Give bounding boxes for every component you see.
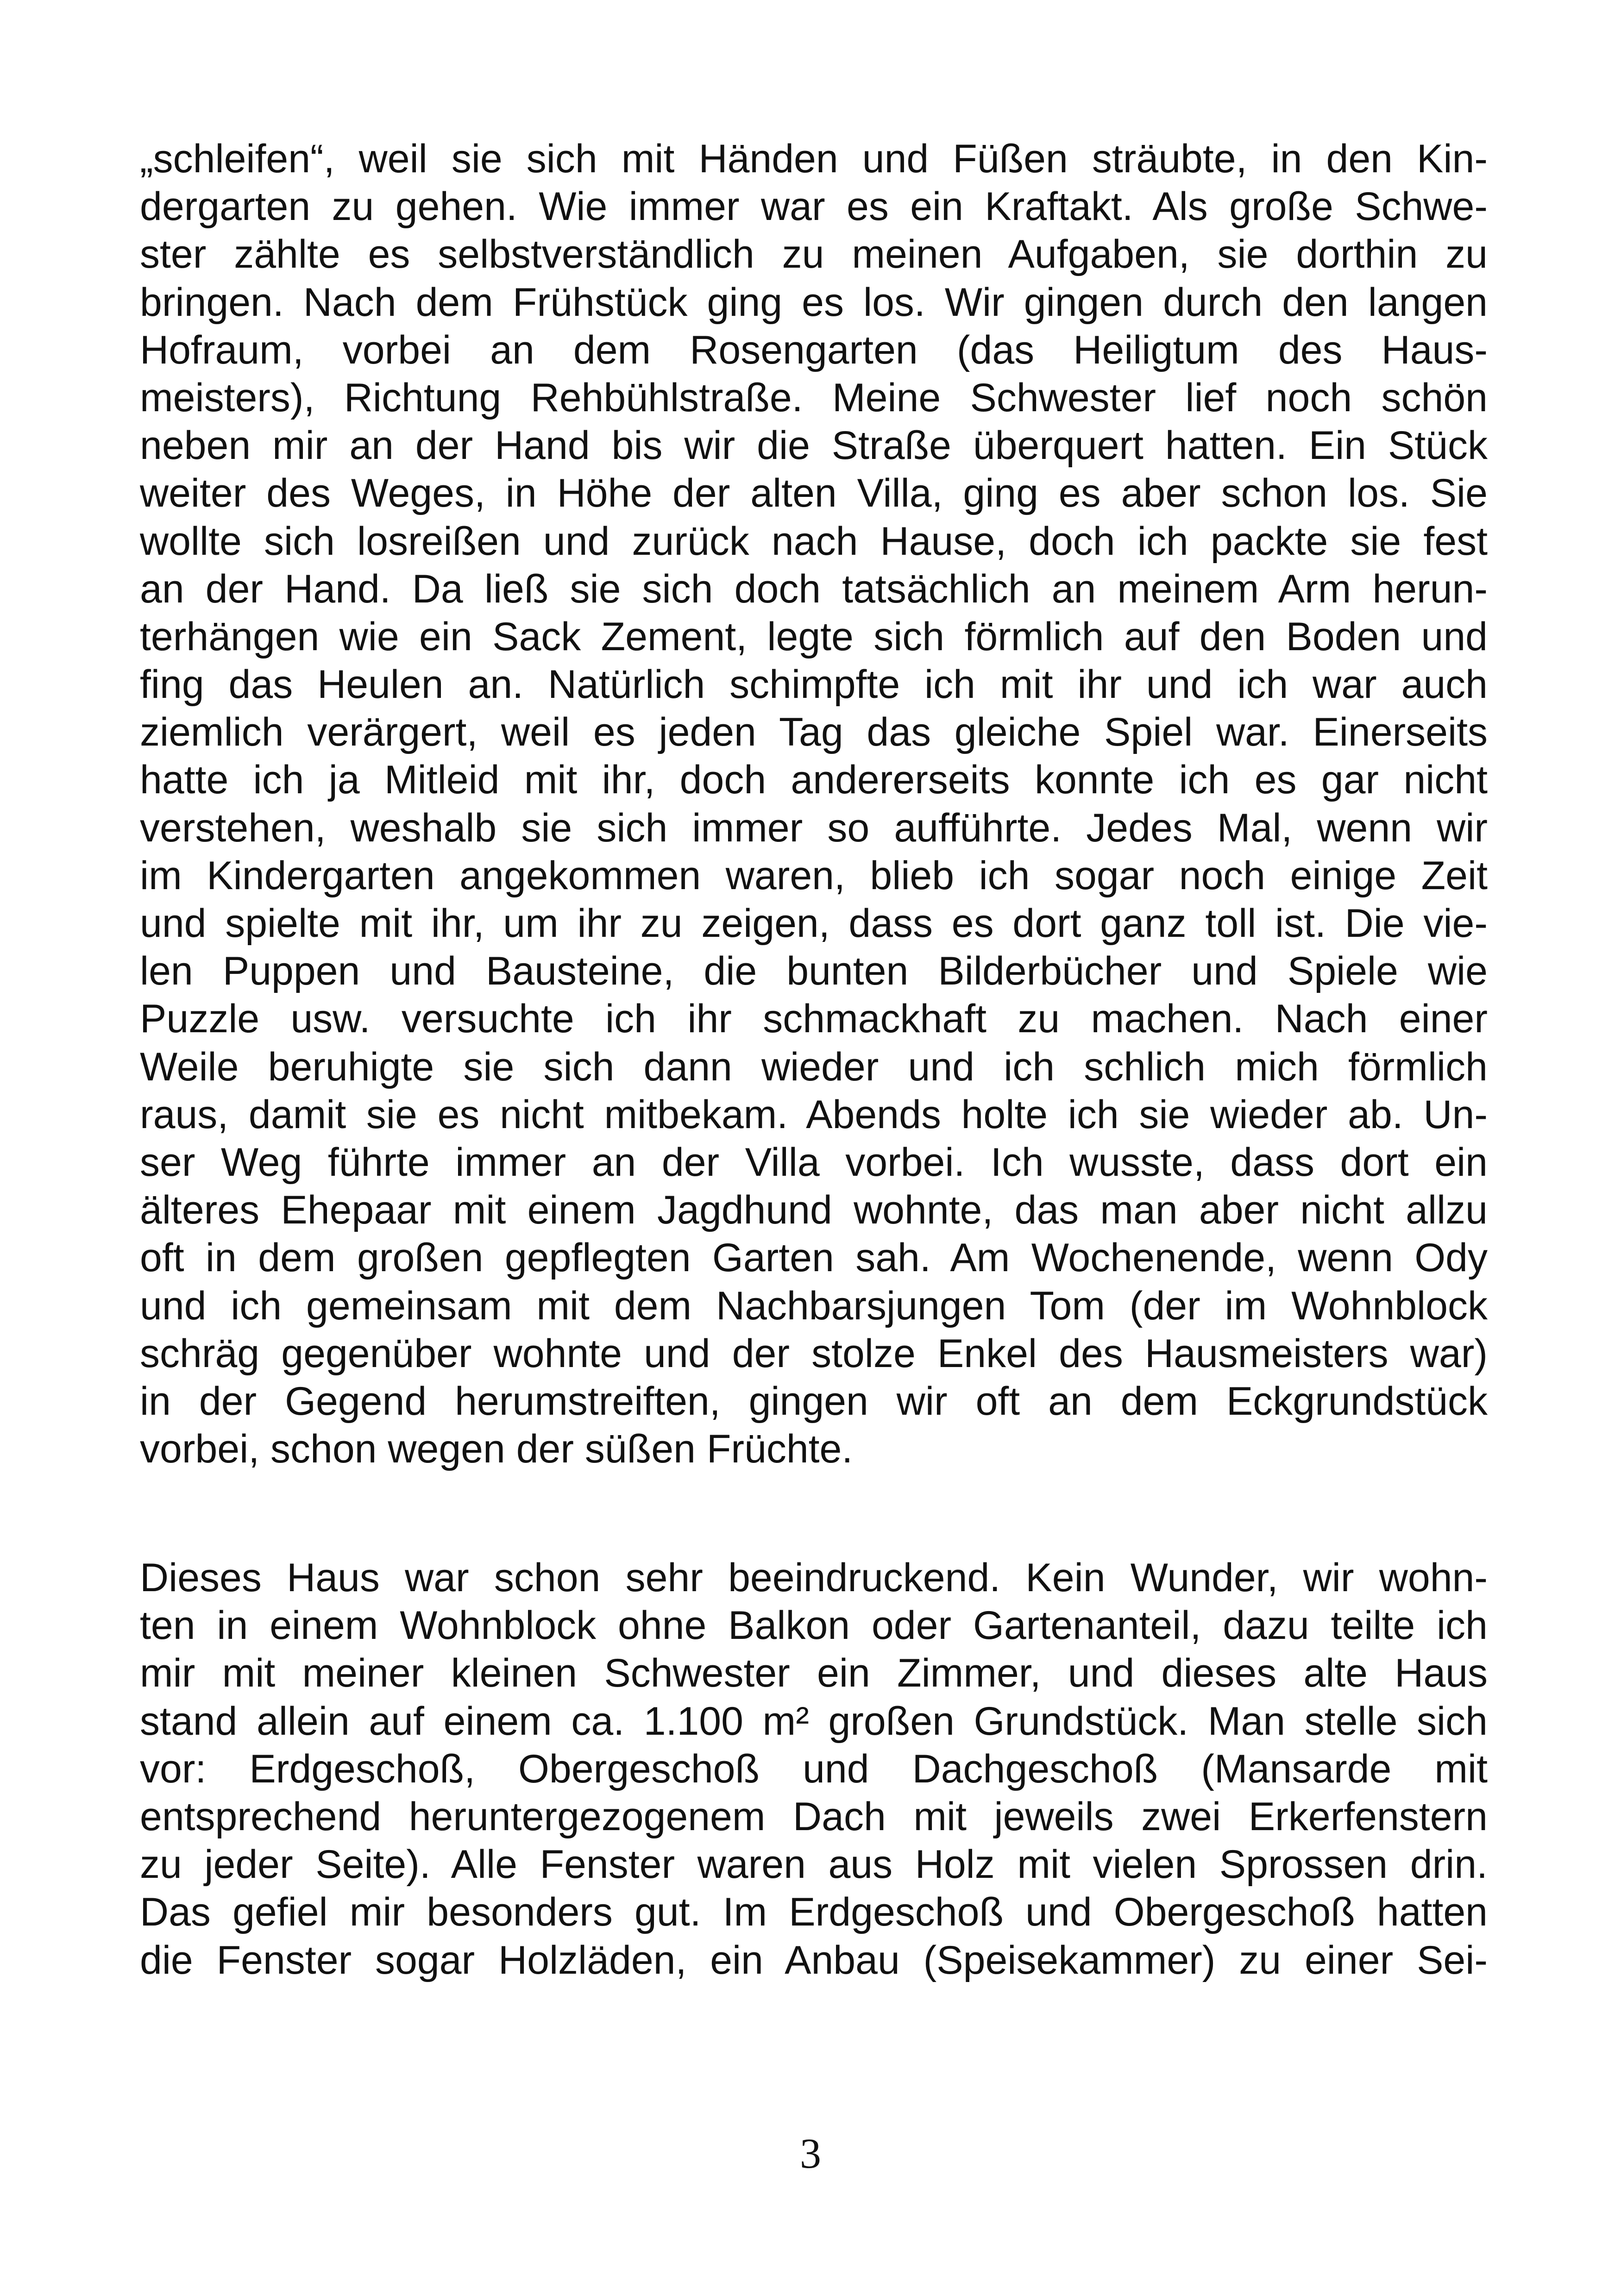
text-line: schräg gegenüber wohnte und der stolze Enkel des Hausmeisters war) bbox=[140, 1331, 1488, 1376]
text-line: und ich gemeinsam mit dem Nachbarsjungen Tom (der im Wohnblock bbox=[140, 1283, 1488, 1328]
text-line: ten in einem Wohnblock ohne Balkon oder Gartenanteil, dazu teilte ich bbox=[140, 1603, 1488, 1648]
text-line: ster zählte es selbstverständlich zu meinen Aufgaben, sie dorthin zu bbox=[140, 232, 1488, 277]
text-line: die Fenster sogar Holzläden, ein Anbau (Speisekammer) zu einer Sei- bbox=[140, 1938, 1488, 1982]
text-line: len Puppen und Bausteine, die bunten Bilderbücher und Spiele wie bbox=[140, 949, 1488, 994]
text-line: stand allein auf einem ca. 1.100 m² großen Grundstück. Man stelle sich bbox=[140, 1699, 1488, 1744]
text-line: neben mir an der Hand bis wir die Straße überquert hatten. Ein Stück bbox=[140, 423, 1488, 468]
page-number: 3 bbox=[800, 2130, 821, 2177]
text-line: älteres Ehepaar mit einem Jagdhund wohnte, das man aber nicht allzu bbox=[140, 1188, 1488, 1233]
text-line: Puzzle usw. versuchte ich ihr schmackhaft zu machen. Nach einer bbox=[140, 997, 1488, 1041]
text-line: Hofraum, vorbei an dem Rosengarten (das Heiligtum des Haus- bbox=[140, 327, 1488, 372]
text-line: ser Weg führte immer an der Villa vorbei. Ich wusste, dass dort ein bbox=[140, 1140, 1488, 1185]
text-line: fing das Heulen an. Natürlich schimpfte ich mit ihr und ich war auch bbox=[140, 662, 1488, 707]
text-line: Das gefiel mir besonders gut. Im Erdgeschoß und Obergeschoß hatten bbox=[140, 1890, 1488, 1935]
text-line: entsprechend heruntergezogenem Dach mit jeweils zwei Erkerfenstern bbox=[140, 1794, 1488, 1839]
text-line: oft in dem großen gepflegten Garten sah. Am Wochenende, wenn Ody bbox=[140, 1236, 1488, 1280]
text-line: weiter des Weges, in Höhe der alten Villa, ging es aber schon los. Sie bbox=[140, 471, 1488, 516]
text-line: „schleifen“, weil sie sich mit Händen und Füßen sträubte, in den Kin- bbox=[140, 137, 1488, 181]
text-line: Dieses Haus war schon sehr beeindruckend. Kein Wunder, wir wohn- bbox=[140, 1556, 1488, 1600]
text-line: wollte sich losreißen und zurück nach Hause, doch ich packte sie fest bbox=[140, 519, 1488, 564]
text-line: bringen. Nach dem Frühstück ging es los. Wir gingen durch den langen bbox=[140, 280, 1488, 325]
paragraph-1 bbox=[140, 135, 1488, 1473]
text-line: hatte ich ja Mitleid mit ihr, doch andererseits konnte ich es gar nicht bbox=[140, 758, 1488, 803]
text-line: und spielte mit ihr, um ihr zu zeigen, dass es dort ganz toll ist. Die vie- bbox=[140, 901, 1488, 946]
text-line: dergarten zu gehen. Wie immer war es ein Kraftakt. Als große Schwe- bbox=[140, 184, 1488, 229]
text-line: vorbei, schon wegen der süßen Früchte. bbox=[140, 1427, 853, 1472]
text-line: mir mit meiner kleinen Schwester ein Zimmer, und dieses alte Haus bbox=[140, 1651, 1488, 1696]
text-line: vor: Erdgeschoß, Obergeschoß und Dachgeschoß (Mansarde mit bbox=[140, 1746, 1488, 1791]
text-line: ziemlich verärgert, weil es jeden Tag das gleiche Spiel war. Einerseits bbox=[140, 710, 1488, 755]
text-line: terhängen wie ein Sack Zement, legte sich förmlich auf den Boden und bbox=[140, 614, 1488, 659]
text-line: Weile beruhigte sie sich dann wieder und ich schlich mich förmlich bbox=[140, 1044, 1488, 1089]
text-line: in der Gegend herumstreiften, gingen wir oft an dem Eckgrundstück bbox=[140, 1379, 1488, 1424]
text-line: meisters), Richtung Rehbühlstraße. Meine Schwester lief noch schön bbox=[140, 375, 1488, 420]
text-line: zu jeder Seite). Alle Fenster waren aus Holz mit vielen Sprossen drin. bbox=[140, 1842, 1488, 1887]
paragraph-2 bbox=[140, 1554, 1488, 1984]
text-line: an der Hand. Da ließ sie sich doch tatsächlich an meinem Arm herun- bbox=[140, 566, 1488, 611]
text-line: im Kindergarten angekommen waren, blieb ich sogar noch einige Zeit bbox=[140, 853, 1488, 898]
text-line: verstehen, weshalb sie sich immer so aufführte. Jedes Mal, wenn wir bbox=[140, 805, 1488, 850]
text-line: raus, damit sie es nicht mitbekam. Abends holte ich sie wieder ab. Un- bbox=[140, 1092, 1488, 1137]
